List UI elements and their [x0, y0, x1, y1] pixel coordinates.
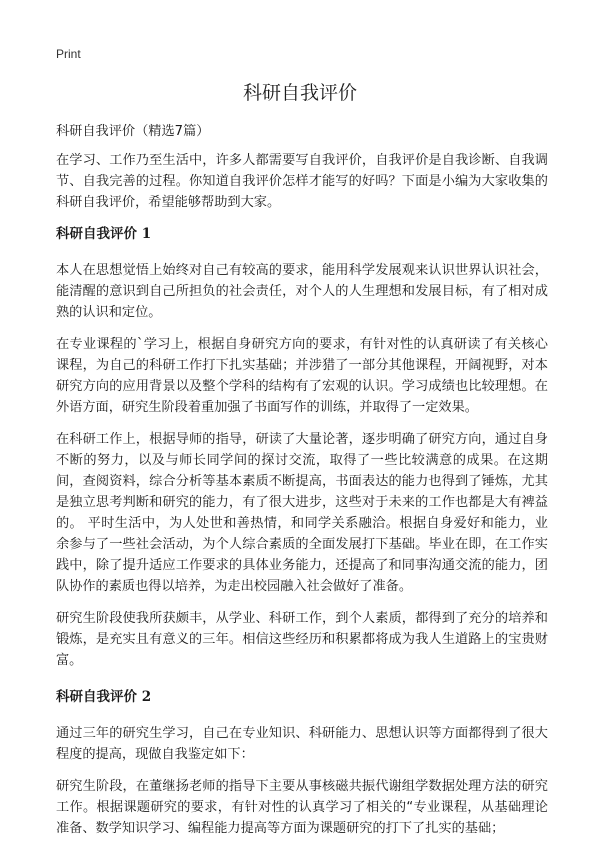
section-paragraph: 通过三年的研究生学习，自己在专业知识、科研能力、思想认识等方面都得到了很大程度的提高，现做自我鉴定如下：: [56, 726, 548, 762]
section-heading: 科研自我评价 1: [56, 226, 152, 242]
document-body: [56, 150, 548, 850]
section-paragraph: 研究生阶段，在董继扬老师的指导下主要从事核磁共振代谢组学数据处理方法的研究工作。根据课题研究的要求，有针对性的认真学习了相关的“专业课程，从基础理论准备、数学知识学习、编程能力提高等方面为课题研究的打下了扎实的基础；: [56, 779, 548, 836]
section-paragraph: 在专业课程的`学习上，根据自身研究方向的要求，有针对性的认真研读了有关核心课程，为自己的科研工作打下扎实基础；并涉猎了一部分其他课程，开阔视野，对本研究方向的应用背景以及整个学科的结构有了宏观的认识。学习成绩也比较理想。在外语方面，研究生阶段着重加强了书面写作的训练，并取得了一定效果。: [56, 337, 548, 415]
section-paragraph: 在科研工作上，根据导师的指导，研读了大量论著，逐步明确了研究方向，通过自身不断的努力，以及与师长同学间的探讨交流，取得了一些比较满意的成果。在这期间，查阅资料，综合分析等基本素质不断提高，书面表达的能力也得到了锤炼，尤其是独立思考判断和研究的能力，有了很大进步，这些对于未来的工作也都是大有裨益的。 平时生活中，为人处世和善热情，和同学关系融洽。根据自身爱好和能力，业余参与了一些社会活动，为个人综合素质的全面发展打下基础。毕业在即，在工作实践中，除了提升适应工作要求的具体业务能力，还提高了和同事沟通交流的能力，团队协作的素质也得以培养，为走出校园融入社会做好了准备。: [56, 432, 548, 594]
document-subtitle: 科研自我评价（精选7篇）: [56, 124, 210, 139]
section-heading: 科研自我评价 2: [56, 689, 152, 705]
section-paragraph: 本人在思想觉悟上始终对自己有较高的要求，能用科学发展观来认识世界认识社会，能清醒的意识到自己所担负的社会责任，对个人的人生理想和发展目标，有了相对成熟的认识和定位。: [56, 263, 548, 320]
section-paragraph: 研究生阶段使我所获颇丰，从学业、科研工作，到个人素质，都得到了充分的培养和锻炼，是充实且有意义的三年。相信这些经历和积累都将成为我人生道路上的宝贵财富。: [56, 611, 548, 668]
print-link[interactable]: Print: [56, 47, 81, 61]
page-title: 科研自我评价: [242, 82, 357, 104]
intro-paragraph: 在学习、工作乃至生活中，许多人都需要写自我评价，自我评价是自我诊断、自我调节、自我完善的过程。你知道自我评价怎样才能写的好吗？下面是小编为大家收集的科研自我评价，希望能够帮助到大家。: [56, 153, 548, 210]
